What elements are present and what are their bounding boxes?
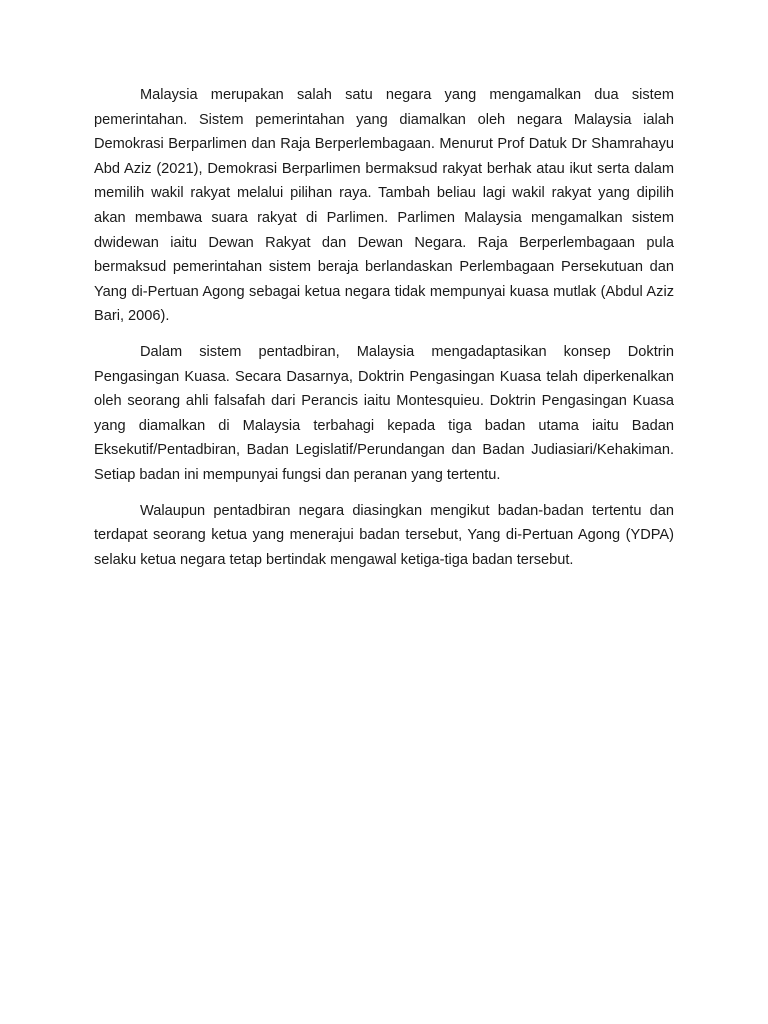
document-body xyxy=(94,83,674,572)
paragraph-3: Walaupun pentadbiran negara diasingkan mengikut badan-badan tertentu dan terdapat seorang ketua yang menerajui badan tersebut, Yang di-Pertuan Agong (YDPA) selaku ketua negara tetap bertindak mengawal ketiga-tiga badan tersebut. xyxy=(94,502,674,568)
paragraph-1: Malaysia merupakan salah satu negara yang mengamalkan dua sistem pemerintahan. Sistem pemerintahan yang diamalkan oleh negara Malaysia ialah Demokrasi Berparlimen dan Raja Berperlembagaan. Menurut Prof Datuk Dr Shamrahayu Abd Aziz (2021), Demokrasi Berparlimen bermaksud rakyat berhak atau ikut serta dalam memilih wakil rakyat melalui pilihan raya. Tambah beliau lagi wakil rakyat yang dipilih akan membawa suara rakyat di Parlimen. Parlimen Malaysia mengamalkan sistem dwidewan iaitu Dewan Rakyat dan Dewan Negara. Raja Berperlembagaan pula bermaksud pemerintahan sistem beraja berlandaskan Perlembagaan Persekutuan dan Yang di-Pertuan Agong sebagai ketua negara tidak mempunyai kuasa mutlak (Abdul Aziz Bari, 2006). xyxy=(94,87,674,325)
paragraph-2: Dalam sistem pentadbiran, Malaysia mengadaptasikan konsep Doktrin Pengasingan Kuasa. Secara Dasarnya, Doktrin Pengasingan Kuasa telah diperkenalkan oleh seorang ahli falsafah dari Perancis iaitu Montesquieu. Doktrin Pengasingan Kuasa yang diamalkan di Malaysia terbahagi kepada tiga badan utama iaitu Badan Eksekutif/Pentadbiran, Badan Legislatif/Perundangan dan Badan Judiasiari/Kehakiman. Setiap badan ini mempunyai fungsi dan peranan yang tertentu. xyxy=(94,343,674,483)
